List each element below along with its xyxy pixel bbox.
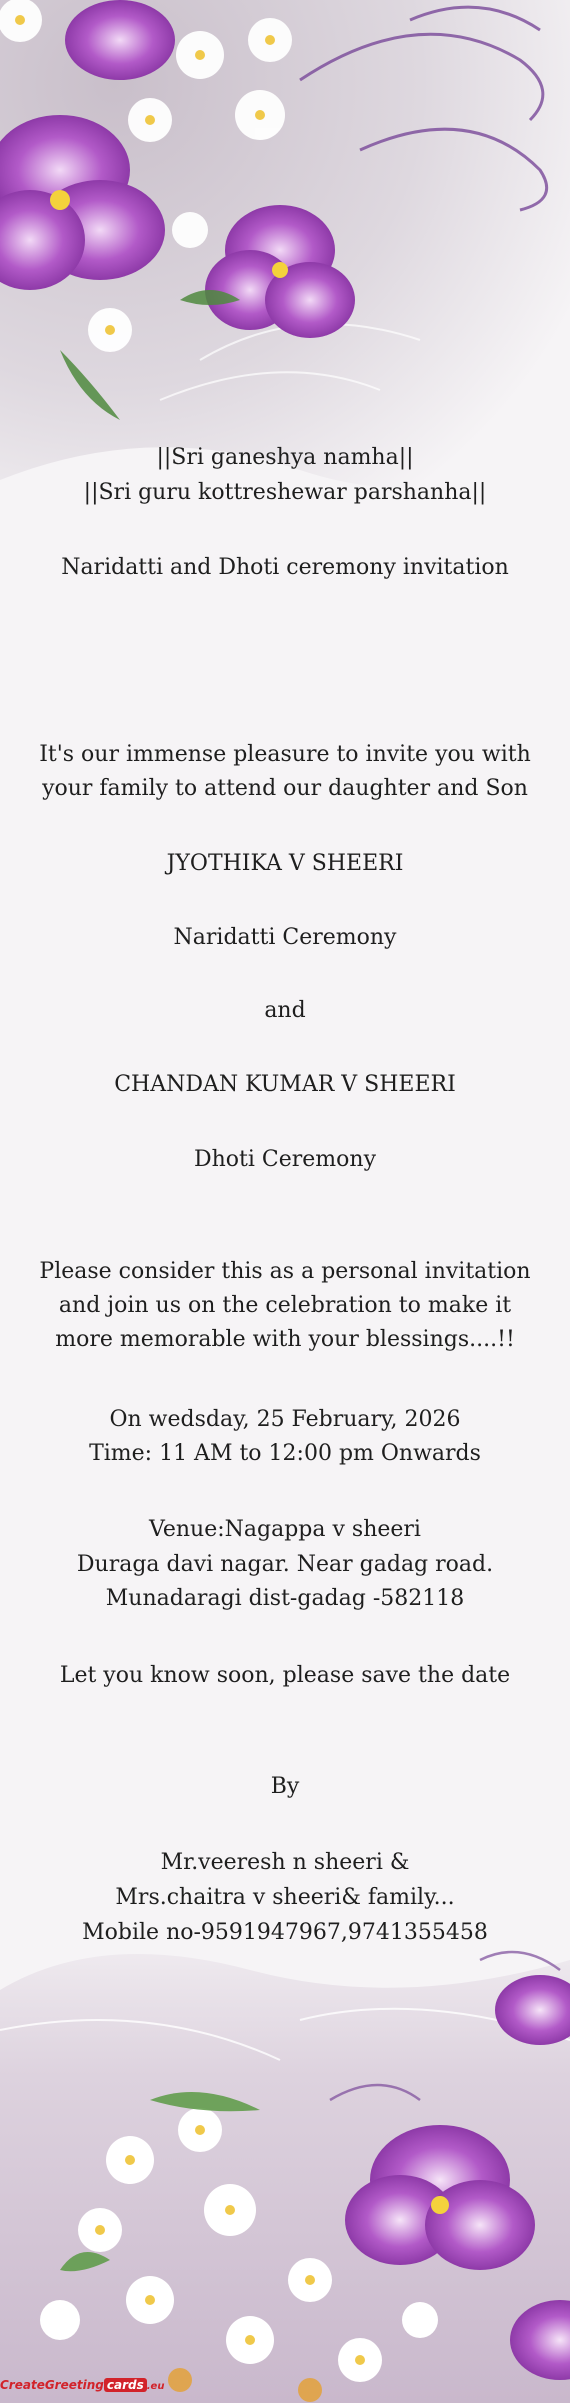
brand-part-1: CreateGreeting: [0, 2378, 104, 2392]
venue-address: Duraga davi nagar. Near gadag road. Munadaragi dist-gadag -582118: [76, 1552, 494, 1611]
son-ceremony: Dhoti Ceremony: [193, 1147, 376, 1172]
host-line-2: Mrs.chaitra v sheeri& family...: [115, 1885, 455, 1910]
conjunction-and: and: [264, 998, 306, 1023]
by-label: By: [270, 1774, 300, 1799]
brand-part-3: .eu: [146, 2381, 165, 2392]
venue-name: Venue:Nagappa v sheeri: [149, 1517, 421, 1542]
invitation-intro: It's our immense pleasure to invite you with your family to attend our daughter and Son: [39, 742, 531, 801]
invitation-request: Please consider this as a personal invitation and join us on the celebration to make it more memorable with your blessings....!!: [39, 1259, 531, 1352]
host-line-1: Mr.veeresh n sheeri &: [160, 1850, 410, 1875]
brand-part-2: cards: [104, 2378, 147, 2392]
blessing-line-1: ||Sri ganeshya namha||: [156, 445, 414, 470]
invitation-title: Naridatti and Dhoti ceremony invitation: [61, 555, 509, 580]
daughter-name: JYOTHIKA V SHEERI: [166, 851, 404, 876]
son-name: CHANDAN KUMAR V SHEERI: [114, 1072, 456, 1097]
brand-logo[interactable]: [0, 2378, 165, 2400]
blessing-line-2: ||Sri guru kottreshewar parshanha||: [83, 480, 487, 505]
event-date: On wedsday, 25 February, 2026: [109, 1407, 461, 1432]
contact-mobile: Mobile no-9591947967,9741355458: [82, 1920, 488, 1945]
bottom-floral-decoration: [0, 1900, 570, 2403]
closing-note: Let you know soon, please save the date: [59, 1663, 511, 1688]
daughter-ceremony: Naridatti Ceremony: [173, 925, 397, 950]
event-time: Time: 11 AM to 12:00 pm Onwards: [89, 1441, 481, 1466]
